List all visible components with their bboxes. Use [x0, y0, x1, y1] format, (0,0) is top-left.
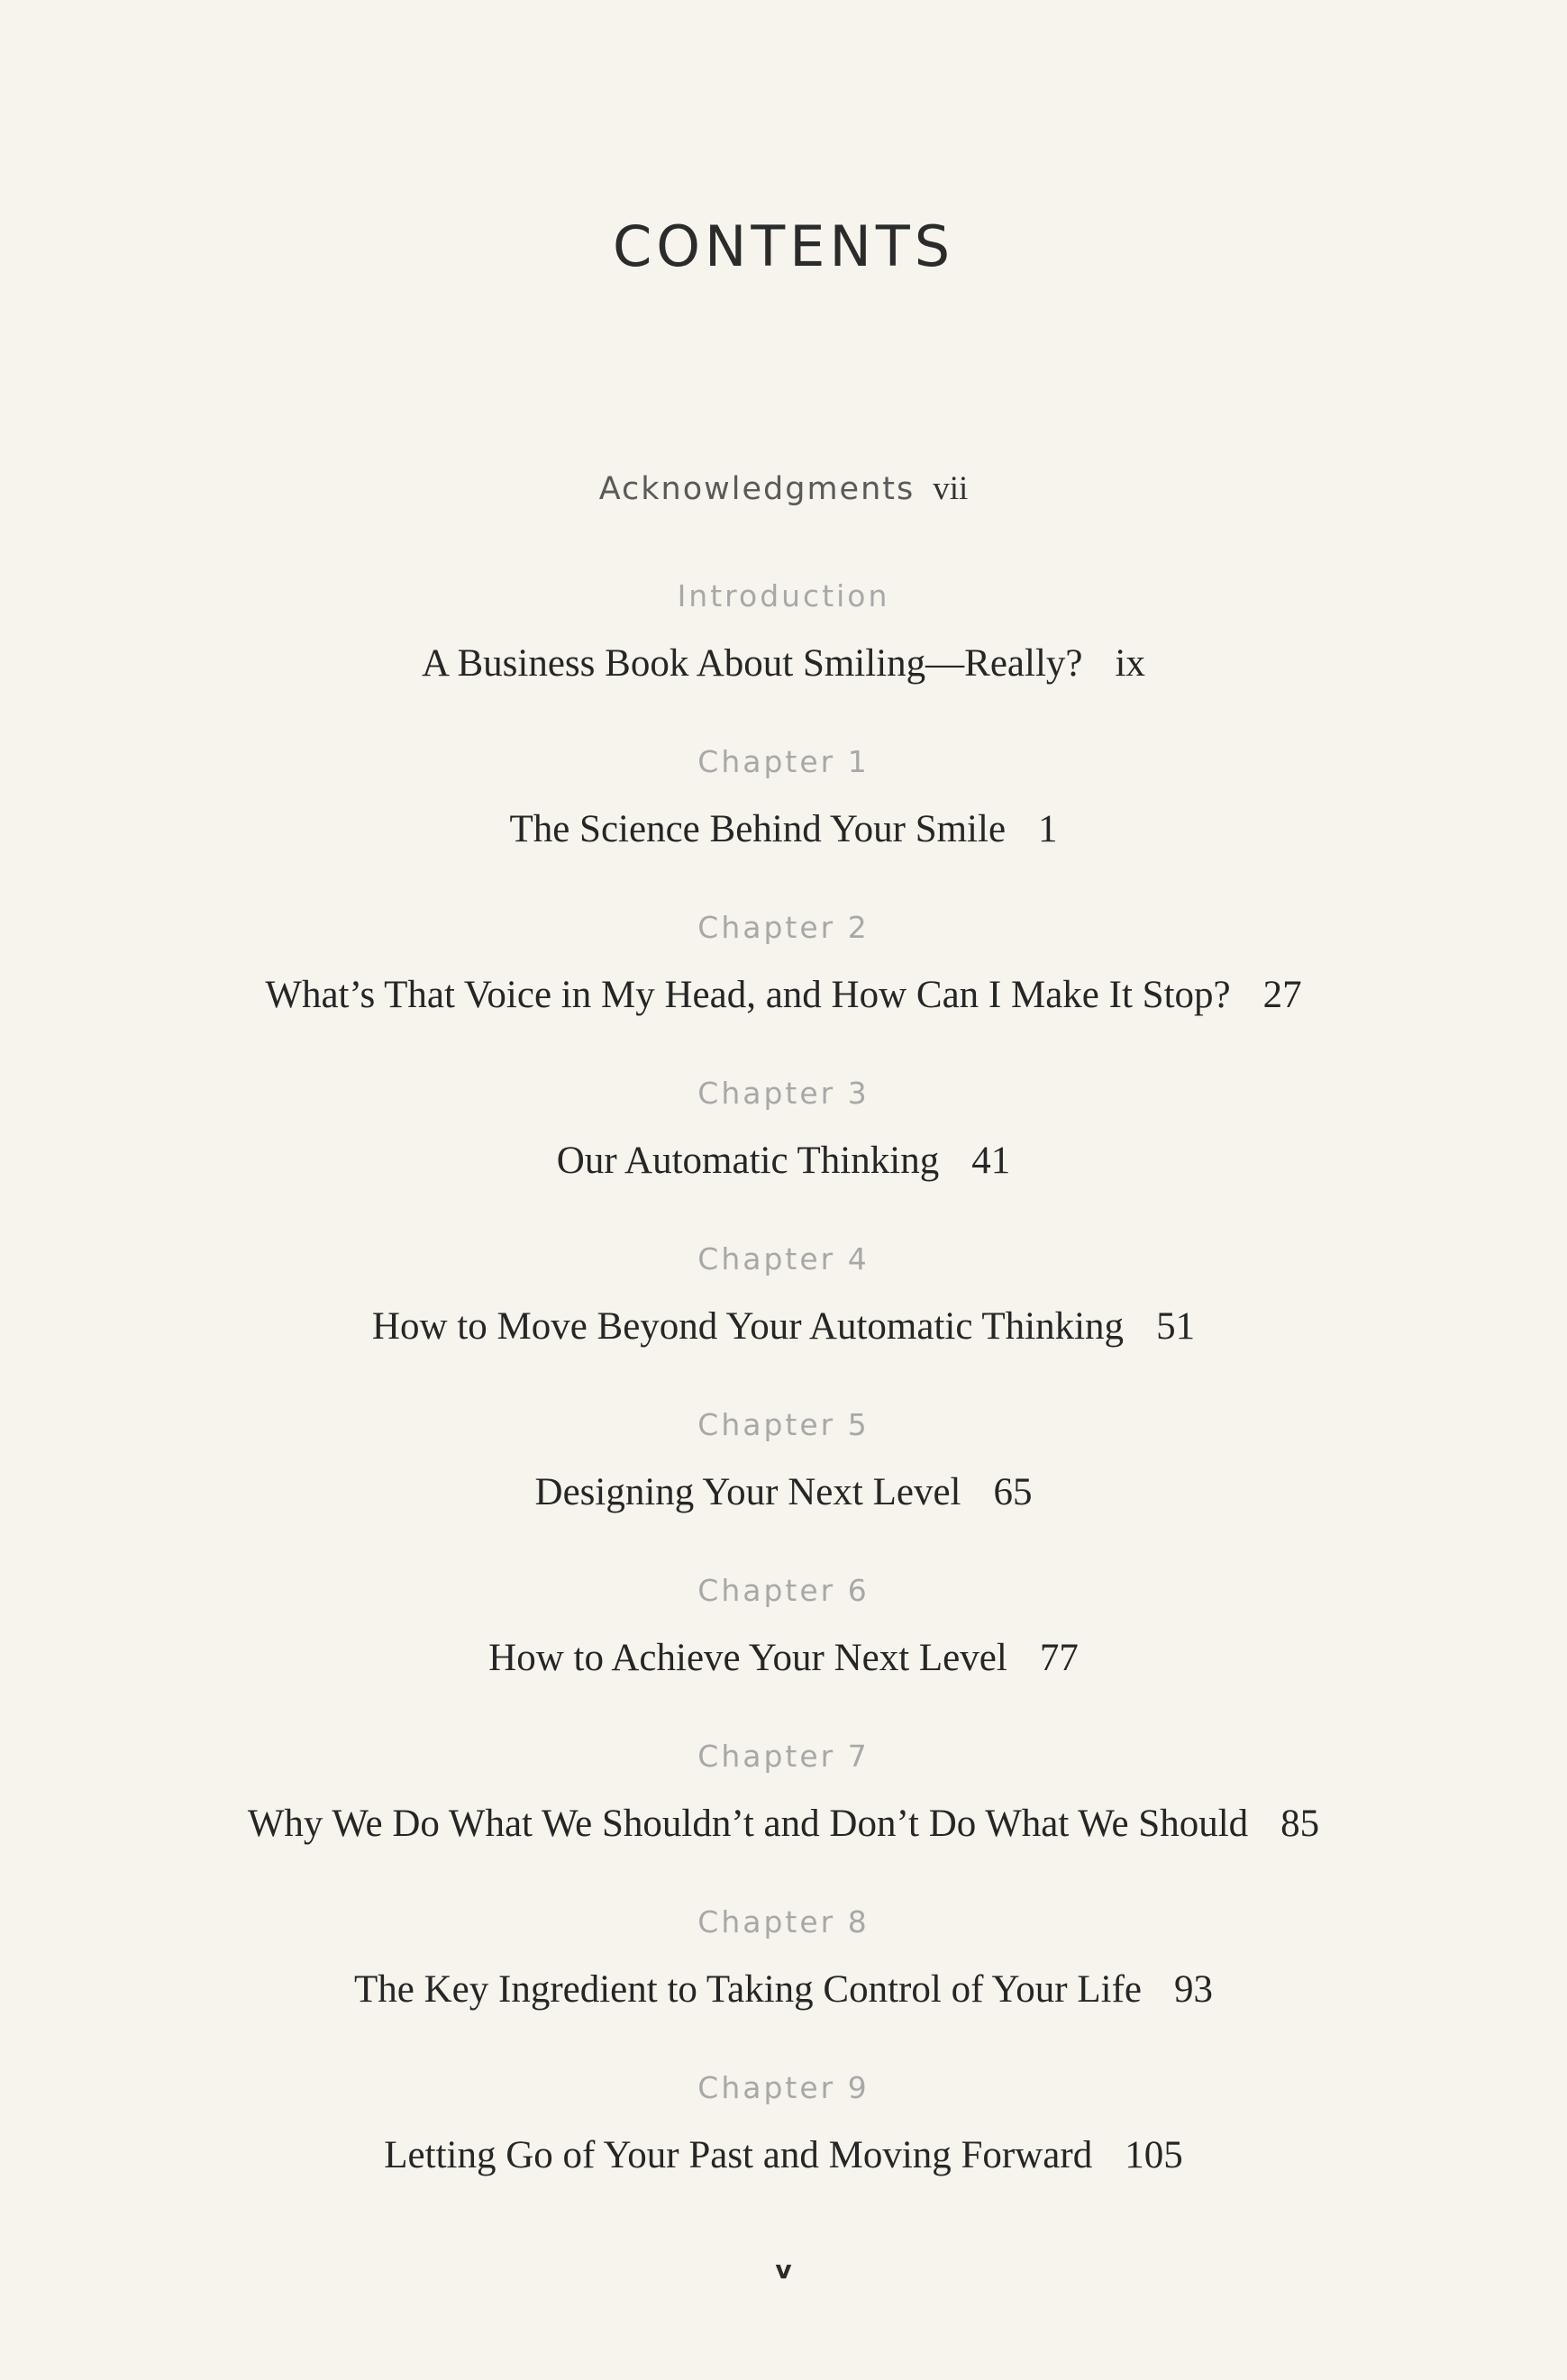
toc-acknowledgments-label: Acknowledgments: [598, 471, 916, 507]
toc-entry-page: 27: [1262, 974, 1302, 1016]
toc-entry-title: The Key Ingredient to Taking Control of Your Life: [354, 1968, 1142, 2011]
toc-entry-kicker: Chapter 6: [697, 1573, 870, 1608]
toc-entry-page: 41: [971, 1140, 1011, 1182]
page-number: v: [775, 2255, 792, 2285]
toc-entry-page: 65: [993, 1471, 1033, 1513]
toc-entry-chapter-3: [0, 1078, 1567, 1180]
toc-entry-line: [0, 1804, 1567, 1843]
toc-entry-chapter-1: [0, 744, 1567, 850]
page-title: CONTENTS: [612, 213, 955, 279]
toc-entry-chapter-9: [0, 2070, 1567, 2176]
toc-entry-introduction: [0, 578, 1567, 685]
toc-entry-title: The Science Behind Your Smile: [509, 808, 1007, 850]
toc-acknowledgments: [0, 472, 1567, 505]
toc-entry-line: [0, 1307, 1567, 1346]
toc-entry-chapter-5: [0, 1407, 1567, 1513]
toc-entry-page: 105: [1125, 2134, 1183, 2176]
toc-entry-title: How to Move Beyond Your Automatic Thinking: [371, 1305, 1125, 1348]
toc-entry-line: [0, 1473, 1567, 1512]
toc-entry-kicker: Chapter 9: [697, 2070, 870, 2105]
toc-entry-kicker: Chapter 1: [697, 744, 870, 779]
toc-entry-kicker: Introduction: [677, 578, 890, 613]
toc-entry-page: 1: [1038, 808, 1058, 850]
toc-entry-line: [0, 1141, 1567, 1180]
toc-entry-chapter-6: [0, 1573, 1567, 1679]
toc-entry-page: 85: [1280, 1803, 1320, 1845]
toc-entry-chapter-2: [0, 910, 1567, 1016]
toc-entry-page: ix: [1115, 642, 1145, 685]
toc-entry-kicker: Chapter 4: [697, 1241, 870, 1276]
toc-entry-kicker: Chapter 8: [697, 1904, 870, 1939]
toc-entry-page: 51: [1156, 1305, 1196, 1348]
toc-entry-chapter-8: [0, 1904, 1567, 2011]
toc-entry-line: [0, 1970, 1567, 2009]
toc-entry-kicker: Chapter 5: [697, 1407, 870, 1442]
toc-entry-title: Letting Go of Your Past and Moving Forward: [384, 2134, 1093, 2176]
toc-entry-line: [0, 644, 1567, 683]
toc-entry-title: Designing Your Next Level: [534, 1471, 961, 1513]
toc-entry-kicker: Chapter 3: [697, 1076, 870, 1111]
toc-entry-chapter-7: [0, 1741, 1567, 1843]
toc-acknowledgments-page: vii: [933, 470, 969, 507]
toc-entry-line: [0, 976, 1567, 1014]
toc-entry-chapter-4: [0, 1241, 1567, 1348]
toc-entry-page: 93: [1173, 1968, 1213, 2011]
toc-entry-title: Our Automatic Thinking: [556, 1140, 940, 1182]
toc-entry-kicker: Chapter 7: [697, 1739, 870, 1774]
toc-entry-line: [0, 810, 1567, 849]
toc-entry-title: Why We Do What We Shouldn’t and Don’t Do What We Should: [247, 1803, 1249, 1845]
toc-entry-page: 77: [1039, 1637, 1079, 1679]
toc-entry-line: [0, 1639, 1567, 1677]
toc-entry-line: [0, 2136, 1567, 2175]
toc-entry-title: How to Achieve Your Next Level: [488, 1637, 1007, 1679]
toc-entry-title: What’s That Voice in My Head, and How Can I Make It Stop?: [265, 974, 1231, 1016]
toc-entry-kicker: Chapter 2: [697, 910, 870, 945]
toc-entry-title: A Business Book About Smiling—Really?: [422, 642, 1083, 685]
